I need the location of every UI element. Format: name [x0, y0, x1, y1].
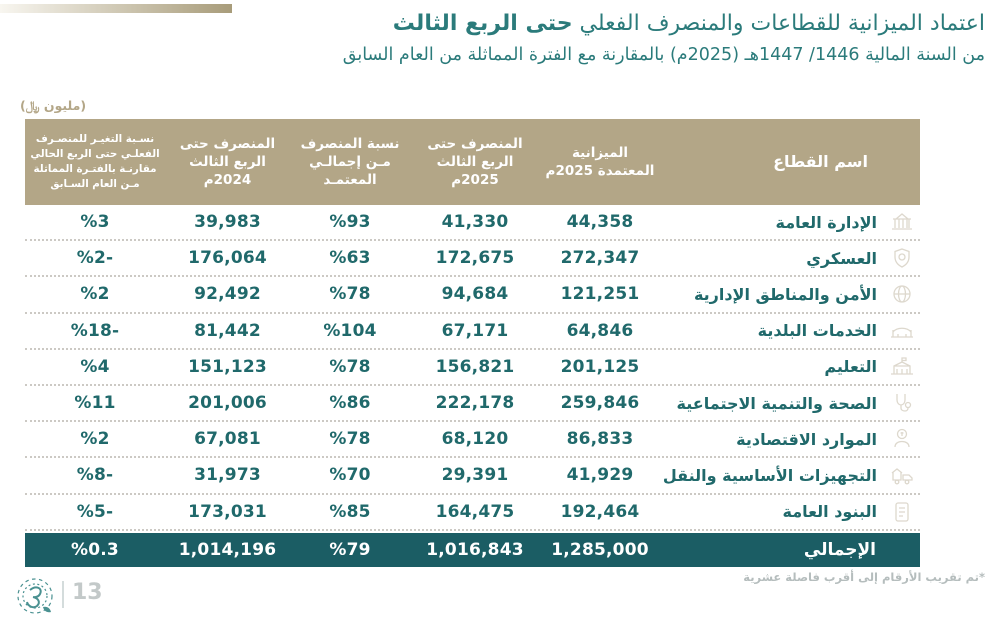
header-change-pct: نسـبة التغيـر للمنصـرف الفعلـي حتى الربع الحالي مقارنـة بالفتـرة المماثلة مـن العام السـابق: [30, 133, 160, 190]
table-row: [25, 386, 920, 422]
header-spent-2024: المنصرف حتى الربع الثالث 2024م: [179, 135, 276, 189]
table-row: [25, 277, 920, 313]
footer-divider: [62, 581, 64, 608]
unit-label: (مليون ﷼): [20, 98, 87, 113]
spent-2024-value: 151,123: [188, 356, 267, 377]
rounding-footnote: *تم تقريب الأرقام إلى أقرب فاصلة عشرية: [743, 570, 985, 584]
sector-name: العسكري: [806, 248, 877, 268]
budget-2025-value: 86,833: [566, 429, 634, 450]
spent-2025-value: 94,684: [441, 284, 509, 305]
table-total-row: [25, 533, 920, 567]
total-budget-2025: 1,285,000: [551, 539, 649, 560]
sector-name: البنود العامة: [782, 502, 877, 522]
shield-icon: [886, 243, 918, 273]
pct-value: %93: [329, 212, 371, 233]
spent-2024-value: 92,492: [194, 284, 261, 305]
total-spent-2024: 1,014,196: [178, 539, 277, 560]
spent-2024-value: 81,442: [194, 320, 261, 341]
economy-icon: [886, 424, 918, 454]
total-pct: %79: [329, 539, 371, 560]
change-value: %3: [80, 212, 110, 233]
pct-value: %85: [329, 501, 371, 522]
budget-2025-value: 44,358: [566, 212, 634, 233]
spent-2024-value: 39,983: [194, 212, 261, 233]
total-change: %0.3: [71, 539, 119, 560]
budget-2025-value: 41,929: [566, 465, 634, 486]
title-line-2: من السنة المالية 1446/ 1447هـ (2025م) بالمقارنة مع الفترة المماثلة من العام السابق: [342, 45, 985, 65]
budget-2025-value: 272,347: [560, 248, 640, 269]
header-spent-2025: المنصرف حتى الربع الثالث 2025م: [427, 135, 523, 189]
spent-2025-value: 156,821: [435, 356, 515, 377]
sector-name: الصحة والتنمية الاجتماعية: [676, 393, 877, 413]
spent-2025-value: 68,120: [441, 429, 509, 450]
sector-name: الإدارة العامة: [775, 212, 877, 232]
change-value: %2: [80, 284, 110, 305]
sector-name: الموارد الاقتصادية: [736, 429, 877, 449]
sector-name: التجهيزات الأساسية والنقل: [662, 465, 877, 485]
table-row: [25, 495, 920, 531]
budget-2025-value: 259,846: [560, 393, 640, 414]
globe-icon: [886, 279, 918, 309]
spent-2025-value: 222,178: [435, 393, 515, 414]
header-sector: اسم القطاع: [773, 152, 868, 172]
spent-2024-value: 31,973: [194, 465, 261, 486]
table-row: [25, 241, 920, 277]
change-value: %4: [80, 356, 110, 377]
table-row: [25, 205, 920, 241]
pct-value: %63: [329, 248, 371, 269]
budget-2025-value: 121,251: [560, 284, 640, 305]
pct-value: %86: [329, 393, 371, 414]
sector-name: التعليم: [824, 357, 877, 377]
title-line-1: [225, 11, 985, 36]
change-value: %5-: [76, 501, 114, 522]
pct-value: %104: [323, 320, 377, 341]
total-spent-2025: 1,016,843: [426, 539, 524, 560]
table-row: [25, 314, 920, 350]
document-icon: [886, 497, 918, 527]
spent-2024-value: 201,006: [188, 393, 267, 414]
budget-2025-value: 192,464: [560, 501, 640, 522]
sector-name: الأمن والمناطق الإدارية: [693, 284, 877, 304]
spent-2025-value: 172,675: [435, 248, 515, 269]
title-regular-text: اعتماد الميزانية للقطاعات والمنصرف الفعلي: [572, 11, 985, 36]
transport-icon: [886, 460, 918, 490]
government-building-icon: [886, 207, 918, 237]
change-value: %2: [80, 429, 110, 450]
table-header-row: [25, 119, 920, 205]
spent-2025-value: 67,171: [441, 320, 509, 341]
budget-2025-value: 201,125: [560, 356, 640, 377]
budget-2025-value: 64,846: [566, 320, 634, 341]
budget-table: [25, 119, 920, 567]
pct-value: %70: [329, 465, 371, 486]
gold-accent-bar: [0, 4, 232, 13]
change-value: %2-: [76, 248, 114, 269]
table-row: [25, 350, 920, 386]
title-bold-text: حتى الربع الثالث: [392, 11, 573, 36]
header-budget-2025: الميزانية المعتمدة 2025م: [545, 144, 655, 179]
total-label: الإجمالي: [803, 539, 876, 560]
spent-2024-value: 173,031: [188, 501, 267, 522]
pct-value: %78: [329, 356, 371, 377]
change-value: %11: [74, 393, 116, 414]
pct-value: %78: [329, 429, 371, 450]
sector-name: الخدمات البلدية: [757, 321, 877, 341]
spent-2025-value: 29,391: [441, 465, 509, 486]
table-row: [25, 422, 920, 458]
bridge-icon: [886, 316, 918, 346]
spent-2024-value: 176,064: [188, 248, 267, 269]
spent-2025-value: 164,475: [435, 501, 515, 522]
table-row: [25, 458, 920, 494]
ministry-emblem-logo: [13, 574, 57, 617]
spent-2025-value: 41,330: [441, 212, 509, 233]
school-icon: [886, 352, 918, 382]
page-title: [225, 11, 985, 65]
spent-2024-value: 67,081: [194, 429, 261, 450]
change-value: %8-: [76, 465, 114, 486]
change-value: %18-: [70, 320, 120, 341]
page-number: 13: [72, 580, 103, 605]
pct-value: %78: [329, 284, 371, 305]
header-pct-of-approved: نسبة المنصرف مـن إجمالـي المعتمـد: [300, 135, 400, 189]
health-icon: [886, 388, 918, 418]
